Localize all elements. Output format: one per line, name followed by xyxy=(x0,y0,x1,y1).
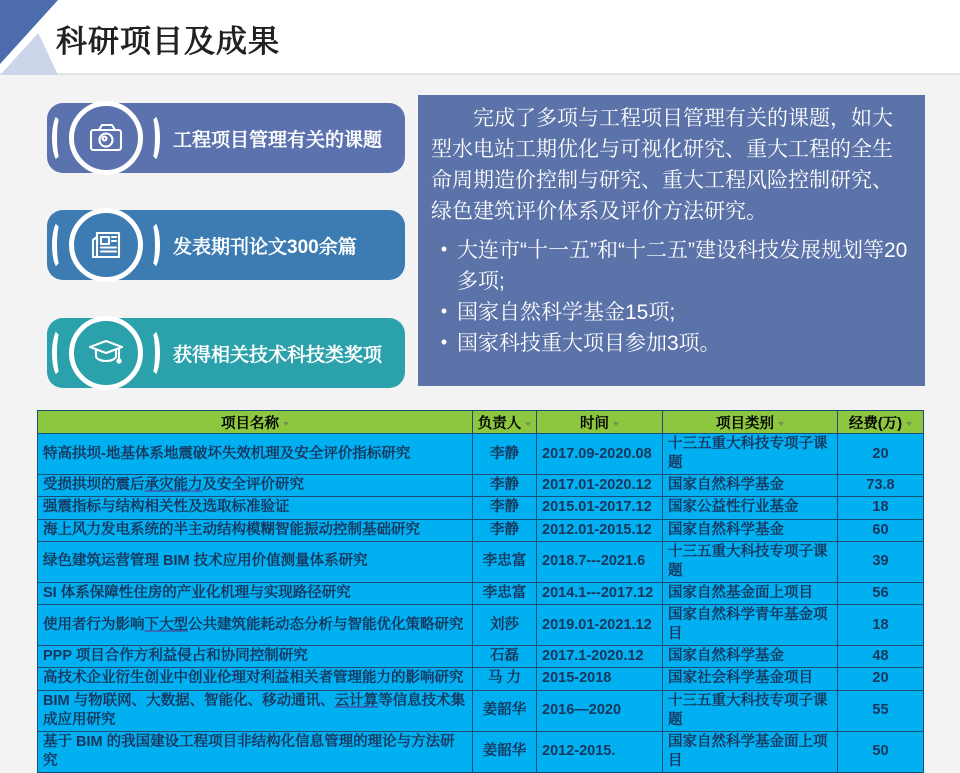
table-row xyxy=(38,605,924,646)
projects-table xyxy=(37,410,924,773)
table-column-header xyxy=(473,411,537,434)
bullet-text: 国家科技重大项目参加3项。 xyxy=(457,332,721,356)
table-row xyxy=(38,519,924,541)
project-time-cell: 2012.01-2015.12 xyxy=(537,519,663,541)
project-name-cell: 强震指标与结构相关性及选取标准验证 xyxy=(38,497,473,519)
newspaper-icon xyxy=(69,208,143,282)
camera-icon xyxy=(69,101,143,175)
page-title: 科研项目及成果 xyxy=(56,24,280,59)
feature-pill-awards[interactable] xyxy=(47,318,405,388)
project-fund-cell: 20 xyxy=(838,668,924,690)
project-type-cell: 国家自然科学青年基金项目 xyxy=(663,605,838,646)
feature-label: 工程项目管理有关的课题 xyxy=(173,129,383,151)
sort-icon xyxy=(525,422,531,426)
project-fund-cell: 39 xyxy=(838,541,924,582)
project-type-cell: 十三五重大科技专项子课题 xyxy=(663,434,838,475)
sort-icon xyxy=(906,422,912,426)
bullet-dot-icon: • xyxy=(440,239,448,260)
table-row xyxy=(38,582,924,604)
bullet-text: 大连市“十一五”和“十二五”建设科技发展规划等20多项; xyxy=(457,239,908,294)
right-paren-decoration xyxy=(144,113,160,163)
project-fund-cell: 18 xyxy=(838,605,924,646)
column-header-label: 负责人 xyxy=(477,415,522,432)
table-body xyxy=(38,434,924,773)
left-paren-decoration xyxy=(52,113,68,163)
left-paren-decoration xyxy=(52,220,68,270)
bullet-dot-icon: • xyxy=(440,332,448,353)
project-name-cell: 绿色建筑运营管理 BIM 技术应用价值测量体系研究 xyxy=(38,541,473,582)
project-lead-cell: 李静 xyxy=(473,497,537,519)
project-lead-cell: 姜韶华 xyxy=(473,690,537,731)
right-paren-decoration xyxy=(144,328,160,378)
project-time-cell: 2019.01-2021.12 xyxy=(537,605,663,646)
project-time-cell: 2017.1-2020.12 xyxy=(537,646,663,668)
project-time-cell: 2018.7---2021.6 xyxy=(537,541,663,582)
project-type-cell: 国家公益性行业基金 xyxy=(663,497,838,519)
left-paren-decoration xyxy=(52,328,68,378)
project-type-cell: 十三五重大科技专项子课题 xyxy=(663,541,838,582)
project-lead-cell: 石磊 xyxy=(473,646,537,668)
project-name-cell: BIM 与物联网、大数据、智能化、移动通讯、云计算等信息技术集成应用研究 xyxy=(38,690,473,731)
project-time-cell: 2015-2018 xyxy=(537,668,663,690)
project-lead-cell: 马 力 xyxy=(473,668,537,690)
table-row xyxy=(38,646,924,668)
project-type-cell: 国家自然基金面上项目 xyxy=(663,582,838,604)
project-fund-cell: 48 xyxy=(838,646,924,668)
table-row xyxy=(38,497,924,519)
feature-pill-papers[interactable] xyxy=(47,210,405,280)
project-fund-cell: 20 xyxy=(838,434,924,475)
project-name-cell: 基于 BIM 的我国建设工程项目非结构化信息管理的理论与方法研究 xyxy=(38,731,473,772)
project-time-cell: 2012-2015. xyxy=(537,731,663,772)
project-fund-cell: 56 xyxy=(838,582,924,604)
table-row xyxy=(38,541,924,582)
table-header-row xyxy=(38,411,924,434)
sort-icon xyxy=(778,422,784,426)
project-name-cell: 海上风力发电系统的半主动结构模糊智能振动控制基础研究 xyxy=(38,519,473,541)
project-time-cell: 2015.01-2017.12 xyxy=(537,497,663,519)
table-column-header xyxy=(537,411,663,434)
feature-label: 获得相关技术科技类奖项 xyxy=(173,344,383,366)
summary-bullet-item xyxy=(431,329,912,360)
project-type-cell: 国家自然科学基金面上项目 xyxy=(663,731,838,772)
project-fund-cell: 50 xyxy=(838,731,924,772)
project-type-cell: 国家自然科学基金 xyxy=(663,646,838,668)
project-name-cell: 使用者行为影响下大型公共建筑能耗动态分析与智能优化策略研究 xyxy=(38,605,473,646)
graduation-cap-icon xyxy=(69,316,143,390)
underlined-text: 承灾能力 xyxy=(144,477,203,494)
table-column-header xyxy=(663,411,838,434)
bullet-dot-icon: • xyxy=(440,301,448,322)
summary-bullet-item xyxy=(431,298,912,329)
slide-header xyxy=(0,0,960,75)
column-header-label: 经费(万) xyxy=(848,415,903,432)
column-header-label: 时间 xyxy=(580,415,609,432)
project-fund-cell: 60 xyxy=(838,519,924,541)
project-type-cell: 国家自然科学基金 xyxy=(663,475,838,497)
underlined-text: 下大型 xyxy=(144,616,188,633)
right-paren-decoration xyxy=(144,220,160,270)
project-lead-cell: 李忠富 xyxy=(473,541,537,582)
sort-icon xyxy=(283,422,289,426)
project-name-cell: 特高拱坝-地基体系地震破坏失效机理及安全评价指标研究 xyxy=(38,434,473,475)
summary-bullet-item xyxy=(431,236,912,298)
table-row xyxy=(38,475,924,497)
project-lead-cell: 李静 xyxy=(473,519,537,541)
project-time-cell: 2016—2020 xyxy=(537,690,663,731)
project-name-cell: 高技术企业衍生创业中创业伦理对利益相关者管理能力的影响研究 xyxy=(38,668,473,690)
project-lead-cell: 李静 xyxy=(473,434,537,475)
feature-pill-projects[interactable] xyxy=(47,103,405,173)
project-type-cell: 国家自然科学基金 xyxy=(663,519,838,541)
table-row xyxy=(38,731,924,772)
project-type-cell: 十三五重大科技专项子课题 xyxy=(663,690,838,731)
project-name-cell: SI 体系保障性住房的产业化机理与实现路径研究 xyxy=(38,582,473,604)
project-fund-cell: 73.8 xyxy=(838,475,924,497)
summary-box xyxy=(418,95,925,386)
project-fund-cell: 55 xyxy=(838,690,924,731)
bullet-text: 国家自然科学基金15项; xyxy=(457,301,676,325)
project-time-cell: 2017.01-2020.12 xyxy=(537,475,663,497)
underlined-text: 云计算 xyxy=(334,692,379,709)
project-fund-cell: 18 xyxy=(838,497,924,519)
project-type-cell: 国家社会科学基金项目 xyxy=(663,668,838,690)
sort-icon xyxy=(613,422,619,426)
summary-paragraph: 完成了多项与工程项目管理有关的课题，如大型水电站工期优化与可视化研究、重大工程的全生命周期造价控制与研究、重大工程风险控制研究、绿色建筑评价体系及评价方法研究。 xyxy=(431,107,893,223)
feature-label: 发表期刊论文300余篇 xyxy=(173,236,357,258)
column-header-label: 项目类别 xyxy=(716,415,774,432)
table-column-header xyxy=(38,411,473,434)
project-lead-cell: 李忠富 xyxy=(473,582,537,604)
project-name-cell: PPP 项目合作方利益侵占和协同控制研究 xyxy=(38,646,473,668)
project-time-cell: 2014.1---2017.12 xyxy=(537,582,663,604)
table-row xyxy=(38,434,924,475)
project-lead-cell: 刘莎 xyxy=(473,605,537,646)
project-name-cell: 受损拱坝的震后承灾能力及安全评价研究 xyxy=(38,475,473,497)
table-row xyxy=(38,668,924,690)
table-row xyxy=(38,690,924,731)
table-column-header xyxy=(838,411,924,434)
column-header-label: 项目名称 xyxy=(221,415,279,432)
project-lead-cell: 姜韶华 xyxy=(473,731,537,772)
project-lead-cell: 李静 xyxy=(473,475,537,497)
summary-bullet-list xyxy=(431,236,912,359)
project-time-cell: 2017.09-2020.08 xyxy=(537,434,663,475)
